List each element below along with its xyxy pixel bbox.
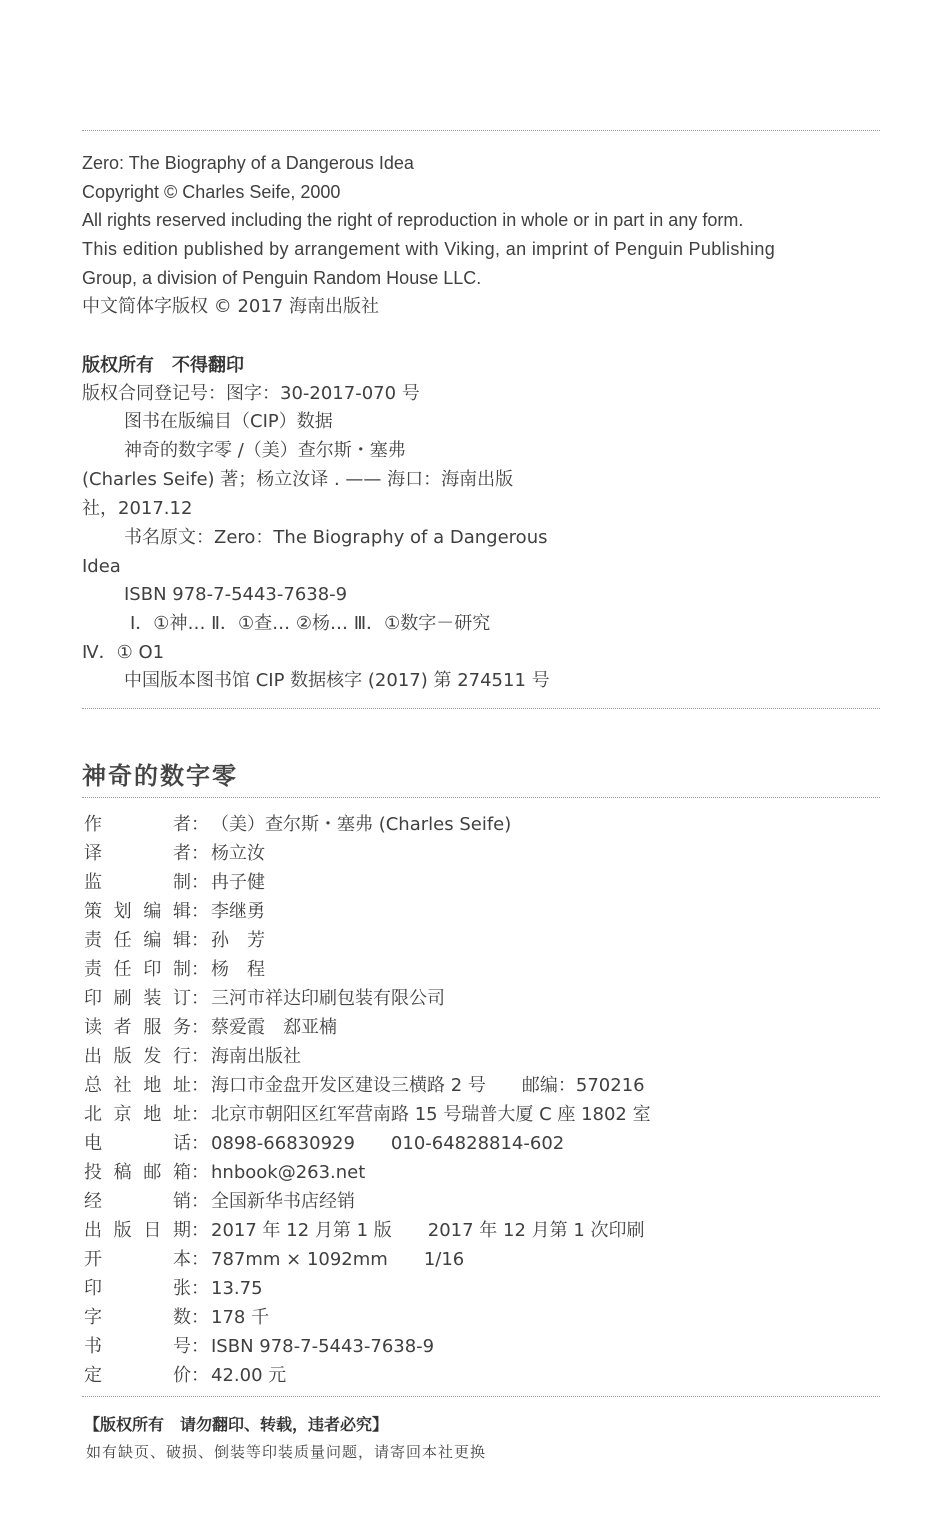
cip-entry-4: 书名原文：Zero：The Biography of a Dangerous [124,527,548,548]
book-title: 神奇的数字零 [82,761,238,790]
info-row: 开 本 ： 787mm × 1092mm 1/16 [84,1245,651,1274]
info-value: 冉子健 [211,872,265,893]
bottom-divider [82,1396,880,1397]
info-label: 读者服务 [84,1017,191,1038]
info-row: 出版日期 ： 2017 年 12 月第 1 版 2017 年 12 月第 1 次印刷 [84,1216,651,1245]
info-value: 北京市朝阳区红军营南路 15 号瑞普大厦 C 座 1802 室 [211,1104,651,1125]
info-value: 蔡爱霞 郄亚楠 [211,1017,337,1038]
info-row: 北京地址 ： 北京市朝阳区红军营南路 15 号瑞普大厦 C 座 1802 室 [84,1100,651,1129]
info-label: 译 者 [84,843,191,864]
top-divider [82,130,880,131]
cip-title: 图书在版编目（CIP）数据 [124,411,333,432]
info-label: 投稿邮箱 [84,1162,191,1183]
classification-line-1: Ⅰ．①神… Ⅱ．①查… ②杨… Ⅲ．①数字－研究 [130,613,491,634]
info-value: hnbook@263.net [211,1162,366,1183]
rights-line: All rights reserved including the right of reproduction in whole or in part in any form. [82,210,744,230]
return-notice: 如有缺页、破损、倒装等印装质量问题，请寄回本社更换 [86,1443,487,1461]
info-value: 孙 芳 [211,930,265,951]
info-value: （美）查尔斯・塞弗 (Charles Seife) [211,814,512,835]
edition-line-2: Group, a division of Penguin Random House LLC. [82,268,482,288]
cip-entry-2: (Charles Seife) 著；杨立汝译 . —— 海口：海南出版 [82,469,514,490]
info-row: 读者服务 ： 蔡爱霞 郄亚楠 [84,1013,651,1042]
info-value: 2017 年 12 月第 1 版 2017 年 12 月第 1 次印刷 [211,1220,645,1241]
copyright-line: Copyright © Charles Seife, 2000 [82,182,341,202]
info-value: 42.00 元 [211,1365,287,1386]
info-row: 定 价 ： 42.00 元 [84,1361,651,1390]
info-row: 责任印制 ： 杨 程 [84,955,651,984]
publication-info [84,810,651,1390]
info-row: 投稿邮箱 ： hnbook@263.net [84,1158,651,1187]
cip-entry-3: 社，2017.12 [82,498,193,519]
info-label: 字 数 [84,1307,191,1328]
info-label: 定 价 [84,1365,191,1386]
cip-entry-5: Idea [82,556,121,577]
info-value: 13.75 [211,1278,263,1299]
cip-entry-1: 神奇的数字零 /（美）查尔斯・塞弗 [124,440,406,461]
info-label: 经 销 [84,1191,191,1212]
info-label: 开 本 [84,1249,191,1270]
info-label: 总社地址 [84,1075,191,1096]
info-value: ISBN 978-7-5443-7638-9 [211,1336,435,1357]
info-label: 作 者 [84,814,191,835]
info-label: 出版日期 [84,1220,191,1241]
info-row: 经 销 ： 全国新华书店经销 [84,1187,651,1216]
title-divider [82,797,880,798]
info-row: 作 者 ： （美）查尔斯・塞弗 (Charles Seife) [84,810,651,839]
cip-number: 中国版本图书馆 CIP 数据核字 (2017) 第 274511 号 [124,670,550,691]
edition-line-1: This edition published by arrangement with Viking, an imprint of Penguin Publishing [82,239,776,259]
rights-notice: 【版权所有 请勿翻印、转载，违者必究】 [84,1415,389,1434]
rights-heading: 版权所有 不得翻印 [82,355,244,376]
chinese-copyright-line: 中文简体字版权 © 2017 海南出版社 [82,296,379,317]
isbn-line: ISBN 978-7-5443-7638-9 [124,584,348,605]
info-label: 书 号 [84,1336,191,1357]
info-value: 三河市祥达印刷包装有限公司 [211,988,445,1009]
cip-divider [82,708,880,709]
info-label: 责任印制 [84,959,191,980]
info-label: 监 制 [84,872,191,893]
info-value: 全国新华书店经销 [211,1191,355,1212]
info-row: 监 制 ： 冉子健 [84,868,651,897]
info-row: 译 者 ： 杨立汝 [84,839,651,868]
info-row: 书 号 ： ISBN 978-7-5443-7638-9 [84,1332,651,1361]
classification-line-2: Ⅳ．① O1 [82,642,165,663]
info-row: 出版发行 ： 海南出版社 [84,1042,651,1071]
registration-number: 版权合同登记号：图字：30-2017-070 号 [82,383,420,404]
info-row: 责任编辑 ： 孙 芳 [84,926,651,955]
info-row: 策划编辑 ： 李继勇 [84,897,651,926]
info-row: 印 张 ： 13.75 [84,1274,651,1303]
info-value: 李继勇 [211,901,265,922]
info-label: 印 张 [84,1278,191,1299]
original-title: Zero: The Biography of a Dangerous Idea [82,153,414,173]
info-value: 杨立汝 [211,843,265,864]
info-label: 印刷装订 [84,988,191,1009]
info-label: 责任编辑 [84,930,191,951]
info-value: 海口市金盘开发区建设三横路 2 号 邮编：570216 [211,1075,645,1096]
info-label: 北京地址 [84,1104,191,1125]
info-value: 178 千 [211,1307,270,1328]
info-value: 海南出版社 [211,1046,301,1067]
info-row: 字 数 ： 178 千 [84,1303,651,1332]
info-label: 策划编辑 [84,901,191,922]
info-row: 印刷装订 ： 三河市祥达印刷包装有限公司 [84,984,651,1013]
info-row: 总社地址 ： 海口市金盘开发区建设三横路 2 号 邮编：570216 [84,1071,651,1100]
info-label: 电 话 [84,1133,191,1154]
info-row: 电 话 ： 0898-66830929 010-64828814-602 [84,1129,651,1158]
info-value: 787mm × 1092mm 1/16 [211,1249,465,1270]
info-value: 0898-66830929 010-64828814-602 [211,1133,565,1154]
info-label: 出版发行 [84,1046,191,1067]
info-value: 杨 程 [211,959,265,980]
